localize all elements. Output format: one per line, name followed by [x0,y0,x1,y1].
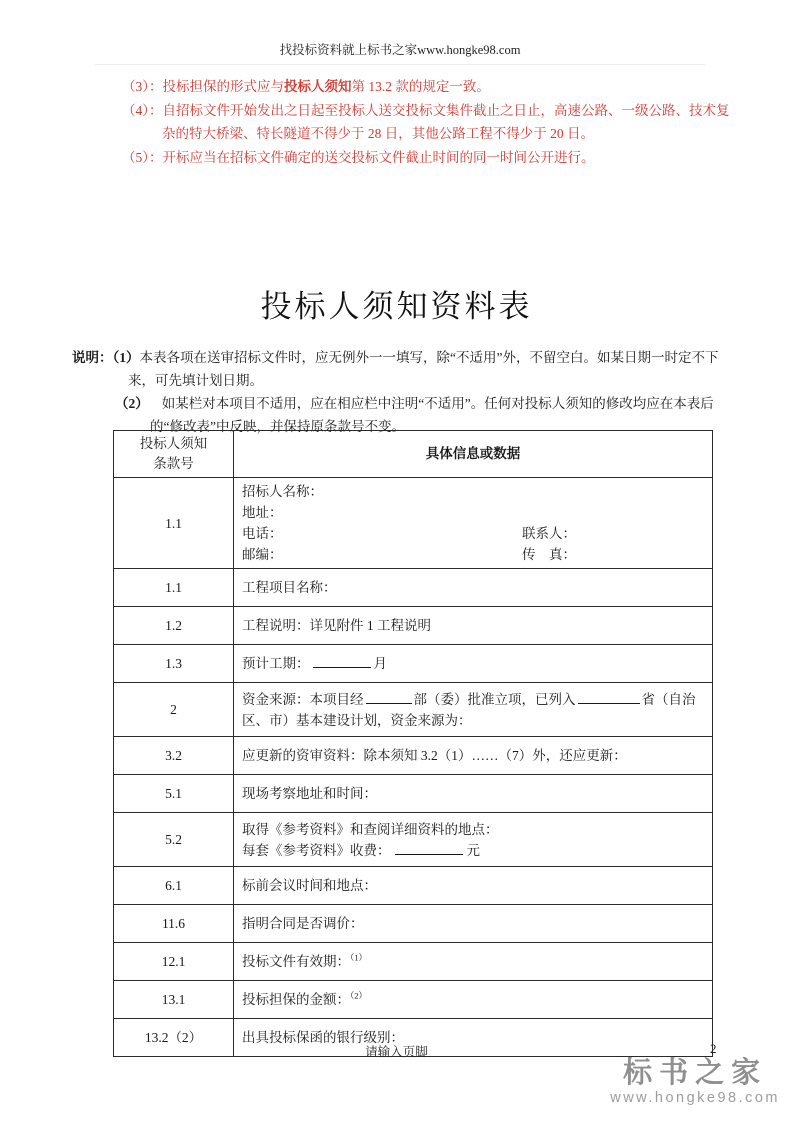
header-clause-cell [114,431,234,478]
clause-cell: 2 [114,683,234,737]
note-4-text: 自招标文件开始发出之日起至投标人送交投标文集件截止之日止，高速公路、一级公路、技术复杂的特大桥梁、特长隧道不得少于 28 日，其他公路工程不得少于 20 日。 [162,102,730,141]
table-row [114,607,713,645]
page-title: 投标人须知资料表 [260,289,533,324]
note-3-bold: 投标人须知 [284,79,352,94]
clause-cell: 5.1 [114,775,234,813]
instructions [72,347,724,438]
note-4-label: （4）： [122,102,163,118]
reference-fee-line [242,840,704,861]
header-info-cell: 具体信息或数据 [234,431,713,478]
note-3-label: （3）： [122,79,163,94]
note-3-post: 第 13.2 款的规定一致。 [351,79,490,94]
table-row [114,943,713,981]
fill-in-blank [366,689,412,704]
table-row [114,683,713,737]
header-site-text: 找投标资料就上标书之家www.hongke98.com [279,43,521,57]
duration-label: 预计工期： [242,656,310,671]
footer-placeholder: 请输入页脚 [365,1045,428,1059]
clause-cell: 1.3 [114,645,234,683]
instruction-2-text: 如某栏对本项目不适用，应在相应栏中注明“不适用”。任何对投标人须知的修改均应在本表后的“修改表”中反映，并保持原条款号不变。 [150,396,714,434]
fee-unit: 元 [466,842,480,858]
table-row [114,867,713,905]
header-clause-line1: 投标人须知 [139,436,208,451]
red-notes [122,75,731,169]
info-cell: 应更新的资审资料：除本须知 3.2（1）……（7）外，还应更新： [234,737,713,775]
fax-label: 传 真： [522,547,576,562]
clause-cell: 12.1 [114,943,234,981]
table-row [114,478,713,569]
table-header-row [114,431,713,478]
clause-cell: 1.2 [114,607,234,645]
duration-unit: 月 [373,656,387,671]
header-clause-line2: 条款号 [153,456,194,471]
fee-label: 每套《参考资料》收费： [242,842,391,858]
zip-fax-line [242,544,704,565]
fill-in-blank [395,840,463,855]
info-cell [234,683,713,737]
fill-in-blank [313,653,371,668]
note-4 [122,99,731,146]
info-cell: 出具投标保函的银行级别： [234,1019,713,1057]
table-row [114,813,713,867]
clause-cell: 13.2（2） [114,1019,234,1057]
instruction-1 [72,347,724,392]
page-number: 2 [710,1041,717,1056]
note-3-pre: 投标担保的形式应与 [162,79,284,94]
table-row [114,645,713,683]
funding-seg2: 部（委）批准立项，已列入 [413,691,576,707]
instruction-1-text: 本表各项在送审招标文件时，应无例外一一填写，除“不适用”外，不留空白。如某日期一时定不下来，可先填计划日期。 [128,350,719,388]
site-watermark [610,1058,780,1108]
info-cell [234,645,713,683]
watermark-logo-text: 标书之家 [623,1057,768,1089]
page-header [95,40,705,65]
validity-label: 投标文件有效期： [242,954,350,969]
info-cell: 指明合同是否调价： [234,905,713,943]
guarantee-amount-label: 投标担保的金额： [242,992,350,1007]
phone-contact-line [242,523,704,544]
address-label: 地址： [242,505,283,520]
info-cell [234,981,713,1019]
table-row [114,569,713,607]
info-cell: 标前会议时间和地点： [234,867,713,905]
footnote-marker-1: （1） [350,952,368,963]
table-row [114,775,713,813]
bidder-data-table [113,430,713,1057]
instruction-2-label: （2） [115,396,149,411]
zip-label: 邮编： [242,547,283,562]
tenderer-name-label: 招标人名称： [242,484,323,499]
clause-cell: 1.1 [114,569,234,607]
clause-cell: 1.1 [114,478,234,569]
contact-label: 联系人： [522,526,576,541]
info-cell [234,813,713,867]
info-cell: 工程说明：详见附件 1 工程说明 [234,607,713,645]
reference-location-line: 取得《参考资料》和查阅详细资料的地点： [242,821,499,837]
note-5-text: 开标应当在招标文件确定的送交投标文件截止时间的同一时间公开进行。 [162,149,595,165]
info-cell: 现场考察地址和时间： [234,775,713,813]
info-cell [234,478,713,569]
table-row [114,981,713,1019]
info-cell [234,943,713,981]
funding-seg3: 省（自治区、市）基本建设计划，资金来源为： [242,691,696,728]
clause-cell: 3.2 [114,737,234,775]
note-5-label: （5）： [122,149,163,165]
table-row [114,737,713,775]
phone-label: 电话： [242,526,283,541]
note-5 [122,146,731,170]
info-cell: 工程项目名称： [234,569,713,607]
clause-cell: 6.1 [114,867,234,905]
fill-in-blank [578,689,640,704]
instruction-1-label: 说明：（1） [72,350,140,365]
clause-cell: 13.1 [114,981,234,1019]
note-3 [122,75,731,99]
table-row [114,905,713,943]
clause-cell: 11.6 [114,905,234,943]
watermark-url: www.hongke98.com [610,1090,780,1106]
footnote-marker-2: （2） [350,990,368,1001]
clause-cell: 5.2 [114,813,234,867]
funding-seg1: 资金来源：本项目经 [242,691,364,707]
